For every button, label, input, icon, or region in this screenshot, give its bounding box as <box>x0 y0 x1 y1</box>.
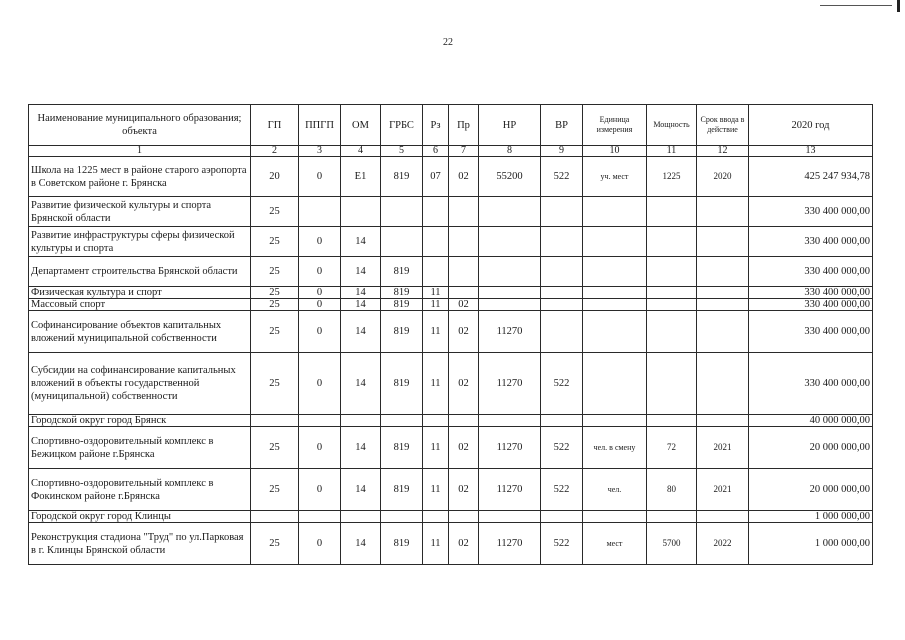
table-row <box>29 287 873 299</box>
unit-cell: чел. <box>583 469 647 511</box>
amount-cell: 1 000 000,00 <box>749 511 873 523</box>
grbs-cell: 819 <box>381 353 423 415</box>
rz-cell <box>423 227 449 257</box>
rz-cell: 11 <box>423 299 449 311</box>
nr-cell <box>479 299 541 311</box>
vr-cell: 522 <box>541 523 583 565</box>
header-vr: ВР <box>541 105 583 146</box>
table-row <box>29 157 873 197</box>
column-number: 2 <box>251 146 299 157</box>
rz-cell: 07 <box>423 157 449 197</box>
table-row <box>29 257 873 287</box>
capacity-cell <box>647 353 697 415</box>
capacity-cell: 72 <box>647 427 697 469</box>
amount-cell: 330 400 000,00 <box>749 299 873 311</box>
om-cell: 14 <box>341 257 381 287</box>
table-header-row <box>29 105 873 146</box>
column-number: 3 <box>299 146 341 157</box>
unit-cell <box>583 311 647 353</box>
capacity-cell <box>647 257 697 287</box>
om-cell: 14 <box>341 299 381 311</box>
om-cell: 14 <box>341 427 381 469</box>
grbs-cell <box>381 511 423 523</box>
gp-cell: 25 <box>251 523 299 565</box>
commission-cell <box>697 415 749 427</box>
page-number: 22 <box>443 37 453 48</box>
gp-cell <box>251 511 299 523</box>
ppgp-cell: 0 <box>299 353 341 415</box>
ppgp-cell <box>299 415 341 427</box>
header-grbs: ГРБС <box>381 105 423 146</box>
commission-cell <box>697 257 749 287</box>
grbs-cell: 819 <box>381 469 423 511</box>
ppgp-cell: 0 <box>299 469 341 511</box>
pr-cell <box>449 257 479 287</box>
capacity-cell <box>647 415 697 427</box>
commission-cell <box>697 353 749 415</box>
rz-cell: 11 <box>423 353 449 415</box>
grbs-cell <box>381 197 423 227</box>
vr-cell <box>541 227 583 257</box>
commission-cell <box>697 311 749 353</box>
header-nr: НР <box>479 105 541 146</box>
capacity-cell <box>647 299 697 311</box>
capacity-cell <box>647 287 697 299</box>
amount-cell: 425 247 934,78 <box>749 157 873 197</box>
ppgp-cell <box>299 511 341 523</box>
table-row <box>29 353 873 415</box>
pr-cell: 02 <box>449 157 479 197</box>
capacity-cell: 5700 <box>647 523 697 565</box>
table-row <box>29 511 873 523</box>
object-name: Департамент строительства Брянской области <box>29 257 251 287</box>
object-name: Софинансирование объектов капитальных вложений муниципальной собственности <box>29 311 251 353</box>
commission-cell <box>697 227 749 257</box>
pr-cell: 02 <box>449 299 479 311</box>
ppgp-cell: 0 <box>299 257 341 287</box>
unit-cell <box>583 415 647 427</box>
object-name: Спортивно-оздоровительный комплекс в Фокинском районе г.Брянска <box>29 469 251 511</box>
gp-cell: 25 <box>251 353 299 415</box>
commission-cell <box>697 511 749 523</box>
unit-cell: уч. мест <box>583 157 647 197</box>
column-number: 5 <box>381 146 423 157</box>
unit-cell <box>583 257 647 287</box>
pr-cell: 02 <box>449 353 479 415</box>
ppgp-cell: 0 <box>299 523 341 565</box>
commission-cell: 2021 <box>697 427 749 469</box>
ppgp-cell <box>299 197 341 227</box>
om-cell: 14 <box>341 287 381 299</box>
om-cell: 14 <box>341 353 381 415</box>
commission-cell <box>697 287 749 299</box>
object-name: Спортивно-оздоровительный комплекс в Бежицком районе г.Брянска <box>29 427 251 469</box>
gp-cell <box>251 415 299 427</box>
amount-cell: 330 400 000,00 <box>749 197 873 227</box>
object-name: Массовый спорт <box>29 299 251 311</box>
unit-cell <box>583 227 647 257</box>
unit-cell <box>583 197 647 227</box>
grbs-cell: 819 <box>381 523 423 565</box>
commission-cell <box>697 299 749 311</box>
amount-cell: 20 000 000,00 <box>749 469 873 511</box>
amount-cell: 330 400 000,00 <box>749 227 873 257</box>
amount-cell: 1 000 000,00 <box>749 523 873 565</box>
rz-cell <box>423 415 449 427</box>
header-pr: Пр <box>449 105 479 146</box>
object-name: Школа на 1225 мест в районе старого аэропорта в Советском районе г. Брянска <box>29 157 251 197</box>
vr-cell <box>541 197 583 227</box>
nr-cell: 11270 <box>479 523 541 565</box>
amount-cell: 330 400 000,00 <box>749 353 873 415</box>
rz-cell: 11 <box>423 427 449 469</box>
table-row <box>29 299 873 311</box>
capacity-cell: 1225 <box>647 157 697 197</box>
header-gp: ГП <box>251 105 299 146</box>
table-row <box>29 311 873 353</box>
nr-cell: 11270 <box>479 469 541 511</box>
commission-cell <box>697 197 749 227</box>
pr-cell <box>449 197 479 227</box>
column-number: 11 <box>647 146 697 157</box>
grbs-cell <box>381 415 423 427</box>
gp-cell: 25 <box>251 299 299 311</box>
column-number: 1 <box>29 146 251 157</box>
ppgp-cell: 0 <box>299 287 341 299</box>
nr-cell <box>479 415 541 427</box>
object-name: Городской округ город Клинцы <box>29 511 251 523</box>
rz-cell: 11 <box>423 469 449 511</box>
header-name: Наименование муниципального образования; объекта <box>29 105 251 146</box>
nr-cell: 11270 <box>479 427 541 469</box>
vr-cell: 522 <box>541 353 583 415</box>
nr-cell: 11270 <box>479 353 541 415</box>
grbs-cell: 819 <box>381 287 423 299</box>
gp-cell: 25 <box>251 469 299 511</box>
om-cell: Е1 <box>341 157 381 197</box>
rz-cell: 11 <box>423 311 449 353</box>
pr-cell: 02 <box>449 523 479 565</box>
vr-cell <box>541 299 583 311</box>
pr-cell <box>449 287 479 299</box>
vr-cell <box>541 287 583 299</box>
gp-cell: 25 <box>251 427 299 469</box>
unit-cell <box>583 353 647 415</box>
capacity-cell <box>647 227 697 257</box>
om-cell: 14 <box>341 311 381 353</box>
column-number: 9 <box>541 146 583 157</box>
header-amount: 2020 год <box>749 105 873 146</box>
amount-cell: 330 400 000,00 <box>749 311 873 353</box>
unit-cell <box>583 511 647 523</box>
capacity-cell: 80 <box>647 469 697 511</box>
pr-cell: 02 <box>449 311 479 353</box>
nr-cell <box>479 257 541 287</box>
header-om: ОМ <box>341 105 381 146</box>
gp-cell: 25 <box>251 311 299 353</box>
table-row <box>29 197 873 227</box>
column-number: 12 <box>697 146 749 157</box>
header-ppgp: ППГП <box>299 105 341 146</box>
grbs-cell: 819 <box>381 311 423 353</box>
commission-cell: 2020 <box>697 157 749 197</box>
unit-cell <box>583 299 647 311</box>
table-row <box>29 227 873 257</box>
gp-cell: 25 <box>251 197 299 227</box>
column-number: 6 <box>423 146 449 157</box>
nr-cell <box>479 287 541 299</box>
amount-cell: 330 400 000,00 <box>749 257 873 287</box>
gp-cell: 25 <box>251 257 299 287</box>
object-name: Субсидии на софинансирование капитальных вложений в объекты государственной (муниципальной) собственности <box>29 353 251 415</box>
rz-cell <box>423 257 449 287</box>
table-row <box>29 427 873 469</box>
om-cell: 14 <box>341 523 381 565</box>
capacity-cell <box>647 311 697 353</box>
grbs-cell <box>381 227 423 257</box>
amount-cell: 330 400 000,00 <box>749 287 873 299</box>
object-name: Городской округ город Брянск <box>29 415 251 427</box>
amount-cell: 40 000 000,00 <box>749 415 873 427</box>
column-number: 4 <box>341 146 381 157</box>
scan-edge-mark <box>897 0 900 12</box>
header-rz: Рз <box>423 105 449 146</box>
rz-cell: 11 <box>423 523 449 565</box>
scan-edge-line <box>820 5 892 6</box>
column-number: 13 <box>749 146 873 157</box>
pr-cell <box>449 511 479 523</box>
grbs-cell: 819 <box>381 299 423 311</box>
om-cell <box>341 511 381 523</box>
vr-cell <box>541 257 583 287</box>
capacity-cell <box>647 197 697 227</box>
amount-cell: 20 000 000,00 <box>749 427 873 469</box>
column-number: 7 <box>449 146 479 157</box>
vr-cell: 522 <box>541 157 583 197</box>
budget-table <box>28 104 873 565</box>
vr-cell <box>541 511 583 523</box>
grbs-cell: 819 <box>381 257 423 287</box>
om-cell: 14 <box>341 469 381 511</box>
ppgp-cell: 0 <box>299 299 341 311</box>
table-row <box>29 523 873 565</box>
rz-cell <box>423 197 449 227</box>
om-cell <box>341 415 381 427</box>
gp-cell: 25 <box>251 227 299 257</box>
grbs-cell: 819 <box>381 427 423 469</box>
vr-cell: 522 <box>541 427 583 469</box>
column-number-row <box>29 146 873 157</box>
unit-cell: мест <box>583 523 647 565</box>
gp-cell: 20 <box>251 157 299 197</box>
column-number: 8 <box>479 146 541 157</box>
rz-cell: 11 <box>423 287 449 299</box>
commission-cell: 2022 <box>697 523 749 565</box>
vr-cell: 522 <box>541 469 583 511</box>
table-row <box>29 469 873 511</box>
grbs-cell: 819 <box>381 157 423 197</box>
ppgp-cell: 0 <box>299 157 341 197</box>
object-name: Развитие инфраструктуры сферы физической культуры и спорта <box>29 227 251 257</box>
unit-cell: чел. в смену <box>583 427 647 469</box>
vr-cell <box>541 415 583 427</box>
object-name: Физическая культура и спорт <box>29 287 251 299</box>
header-capacity: Мощность <box>647 105 697 146</box>
table-row <box>29 415 873 427</box>
nr-cell: 55200 <box>479 157 541 197</box>
unit-cell <box>583 287 647 299</box>
nr-cell <box>479 227 541 257</box>
commission-cell: 2021 <box>697 469 749 511</box>
capacity-cell <box>647 511 697 523</box>
gp-cell: 25 <box>251 287 299 299</box>
column-number: 10 <box>583 146 647 157</box>
nr-cell <box>479 511 541 523</box>
header-commission: Срок ввода в действие <box>697 105 749 146</box>
nr-cell <box>479 197 541 227</box>
om-cell <box>341 197 381 227</box>
ppgp-cell: 0 <box>299 311 341 353</box>
object-name: Развитие физической культуры и спорта Брянской области <box>29 197 251 227</box>
pr-cell: 02 <box>449 469 479 511</box>
ppgp-cell: 0 <box>299 227 341 257</box>
pr-cell: 02 <box>449 427 479 469</box>
ppgp-cell: 0 <box>299 427 341 469</box>
pr-cell <box>449 227 479 257</box>
vr-cell <box>541 311 583 353</box>
header-unit: Единица измерения <box>583 105 647 146</box>
rz-cell <box>423 511 449 523</box>
pr-cell <box>449 415 479 427</box>
nr-cell: 11270 <box>479 311 541 353</box>
object-name: Реконструкция стадиона "Труд" по ул.Парковая в г. Клинцы Брянской области <box>29 523 251 565</box>
om-cell: 14 <box>341 227 381 257</box>
